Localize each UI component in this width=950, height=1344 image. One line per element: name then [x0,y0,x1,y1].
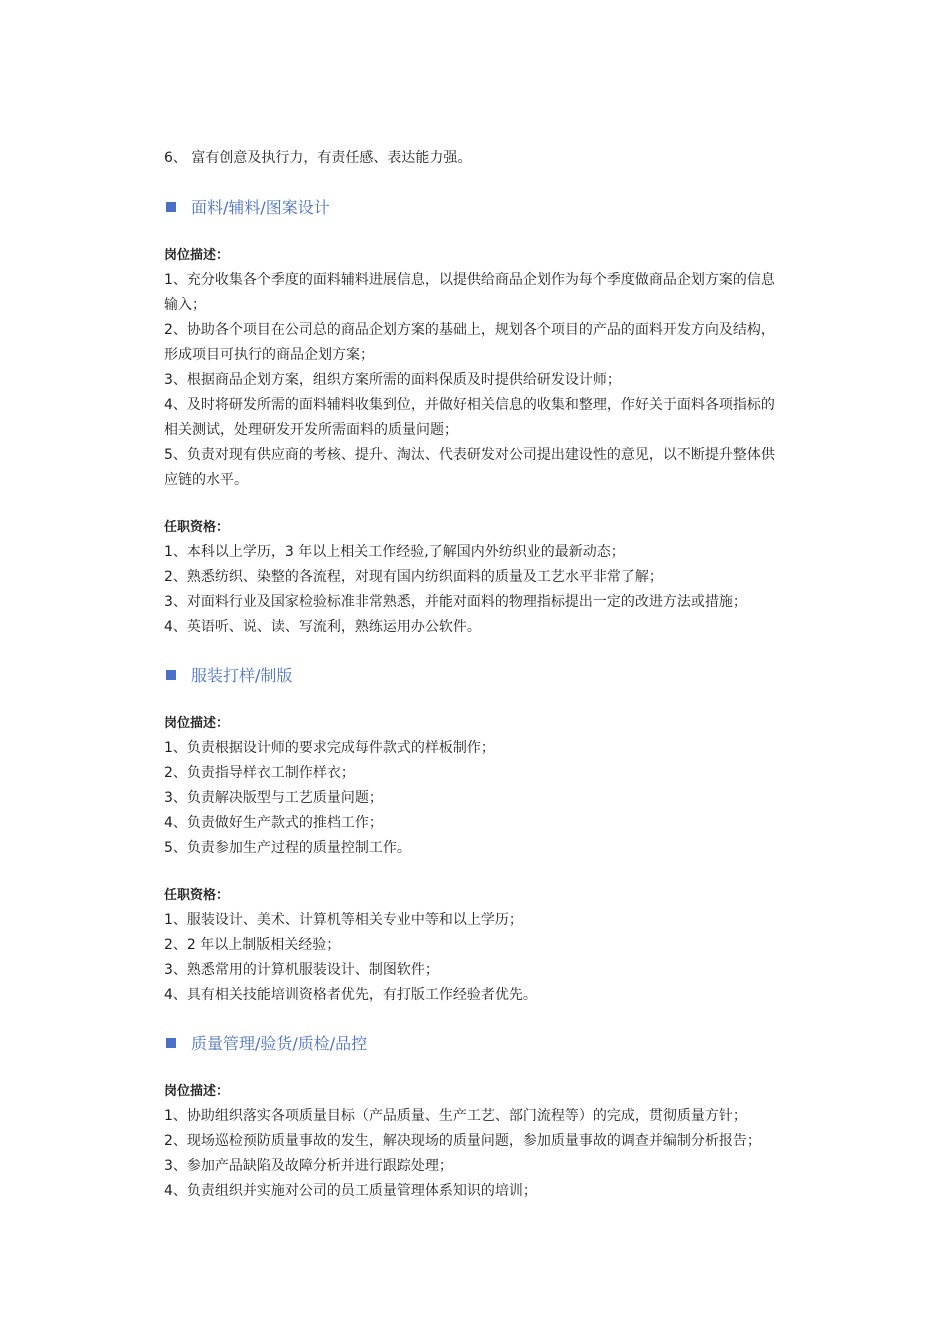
list-item: 3、根据商品企划方案，组织方案所需的面料保质及时提供给研发设计师； [164,372,621,388]
list-item: 5、负责对现有供应商的考核、提升、淘汰、代表研发对公司提出建设性的意见，以不断提升整体供应链的水平。 [164,447,775,488]
list-item: 4、及时将研发所需的面料辅料收集到位，并做好相关信息的收集和整理，作好关于面料各项指标的相关测试，处理研发开发所需面料的质量问题； [164,397,775,438]
list-item: 1、服装设计、美术、计算机等相关专业中等和以上学历； [164,912,523,928]
section-title [164,662,786,687]
list-item: 4、英语听、说、读、写流利，熟练运用办公软件。 [164,619,481,635]
list-item: 3、负责解决版型与工艺质量问题； [164,790,383,806]
section-title [164,1030,786,1055]
info-block [164,243,786,493]
list-item: 2、负责指导样衣工制作样衣； [164,765,355,781]
block-label: 岗位描述： [164,248,230,263]
intro-line: 6、 富有创意及执行力，有责任感、表达能力强。 [164,150,472,166]
square-bullet-icon [166,1038,176,1048]
section-title-text: 面料/辅料/图案设计 [191,198,330,217]
list-item: 3、熟悉常用的计算机服装设计、制图软件； [164,962,439,978]
square-bullet-icon [166,670,176,680]
list-item: 2、现场巡检预防质量事故的发生，解决现场的质量问题，参加质量事故的调查并编制分析报告； [164,1133,761,1149]
job-section [164,1030,786,1204]
info-block [164,515,786,640]
section-title-text: 服装打样/制版 [191,666,293,685]
list-item: 2、协助各个项目在公司总的商品企划方案的基础上，规划各个项目的产品的面料开发方向及结构，形成项目可执行的商品企划方案； [164,322,775,363]
list-item: 4、负责做好生产款式的推档工作； [164,815,383,831]
section-title [164,194,786,219]
info-block [164,1079,786,1204]
list-item: 2、熟悉纺织、染整的各流程，对现有国内纺织面料的质量及工艺水平非常了解； [164,569,663,585]
list-item: 2、2 年以上制版相关经验； [164,937,341,953]
document-content [164,146,786,1226]
list-item: 4、负责组织并实施对公司的员工质量管理体系知识的培训； [164,1183,537,1199]
block-label: 岗位描述： [164,1084,230,1099]
list-item: 1、协助组织落实各项质量目标（产品质量、生产工艺、部门流程等）的完成，贯彻质量方针； [164,1108,747,1124]
list-item: 1、本科以上学历，3 年以上相关工作经验,了解国内外纺织业的最新动态； [164,544,625,560]
block-label: 岗位描述： [164,716,230,731]
block-label: 任职资格： [164,520,230,535]
list-item: 1、负责根据设计师的要求完成每件款式的样板制作； [164,740,495,756]
list-item: 5、负责参加生产过程的质量控制工作。 [164,840,411,856]
info-block [164,883,786,1008]
job-section [164,662,786,1008]
list-item: 4、具有相关技能培训资格者优先，有打版工作经验者优先。 [164,987,537,1003]
sections-container [164,194,786,1204]
job-section [164,194,786,640]
list-item: 1、充分收集各个季度的面料辅料进展信息，以提供给商品企划作为每个季度做商品企划方案的信息输入； [164,272,775,313]
section-title-text: 质量管理/验货/质检/品控 [191,1034,368,1053]
block-label: 任职资格： [164,888,230,903]
square-bullet-icon [166,202,176,212]
list-item: 3、对面料行业及国家检验标准非常熟悉，并能对面料的物理指标提出一定的改进方法或措施； [164,594,747,610]
info-block [164,711,786,861]
list-item: 3、参加产品缺陷及故障分析并进行跟踪处理； [164,1158,453,1174]
